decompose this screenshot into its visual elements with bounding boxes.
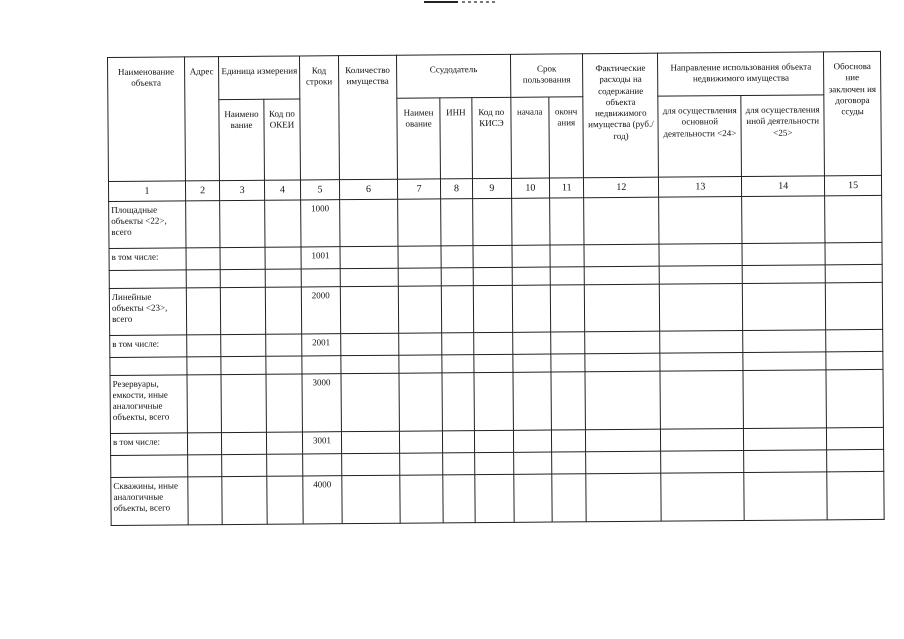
- col-num-11: 11: [549, 178, 584, 198]
- row-name: [110, 356, 187, 375]
- row-code: 1001: [301, 246, 340, 268]
- header-dir-other: для осуществления иной деятельности <25>: [741, 95, 825, 177]
- row-name: в том числе:: [109, 247, 186, 270]
- col-num-8: 8: [440, 179, 473, 199]
- col-num-13: 13: [659, 177, 742, 197]
- header-dir-main: для осуществления основной деятельности <24>: [658, 96, 742, 178]
- property-loan-table: [107, 51, 885, 526]
- col-num-7: 7: [398, 179, 441, 199]
- header-row-2: [108, 94, 882, 181]
- col-num-15: 15: [825, 175, 882, 195]
- col-num-14: 14: [742, 176, 825, 196]
- row-name: [111, 454, 188, 477]
- col-num-9: 9: [473, 178, 512, 198]
- header-lender-kise: Код по КИСЭ: [472, 97, 511, 178]
- header-quantity: Количество имущества: [338, 55, 398, 179]
- table-row: [111, 471, 884, 525]
- header-direction: Направление использования объекта недвижимого имущества: [658, 52, 824, 96]
- col-num-6: 6: [339, 179, 398, 199]
- row-code: 3001: [303, 431, 342, 453]
- col-num-1: 1: [108, 181, 185, 201]
- col-num-5: 5: [301, 180, 340, 200]
- header-row-code: Код строки: [300, 56, 339, 180]
- header-term-end: оконч ания: [549, 97, 584, 178]
- col-num-10: 10: [511, 178, 550, 198]
- col-num-12: 12: [584, 177, 659, 197]
- header-lender-name: Наимен ование: [397, 98, 440, 179]
- row-code: 2001: [302, 333, 341, 355]
- col-num-4: 4: [264, 180, 301, 200]
- header-term: Срок пользования: [510, 54, 583, 98]
- row-code: 1000: [301, 199, 340, 246]
- row-code: [303, 453, 342, 475]
- table-row: [109, 195, 882, 248]
- row-code: 3000: [302, 373, 341, 431]
- row-name: в том числе:: [110, 334, 187, 357]
- header-unit: Единица измерения: [219, 56, 300, 100]
- row-code: 2000: [301, 286, 340, 333]
- header-justification: Обоснова ние заключен ия договора ссуды: [824, 51, 882, 175]
- header-address: Адрес: [184, 57, 219, 181]
- header-row-1: [108, 51, 881, 100]
- col-num-2: 2: [185, 181, 220, 201]
- row-name: [109, 269, 186, 288]
- header-unit-okei: Код по ОКЕИ: [264, 99, 301, 180]
- col-num-3: 3: [220, 180, 265, 200]
- table-row: [109, 282, 882, 335]
- header-lender-inn: ИНН: [440, 98, 473, 179]
- top-mark-line: [424, 1, 458, 3]
- header-expenses: Фактические расходы на содержание объекта недвижимого имущества (руб./год): [583, 53, 659, 178]
- row-code: [301, 268, 340, 286]
- header-term-start: начала: [510, 97, 549, 178]
- row-name: Площадные объекты <22>, всего: [109, 200, 186, 248]
- row-name: Резервуары, емкости, иные аналогичные объекты, всего: [110, 374, 187, 433]
- header-lender: Ссудодатель: [397, 54, 511, 98]
- row-name: Скважины, иные аналогичные объекты, всего: [111, 476, 188, 525]
- row-code: 4000: [303, 475, 342, 523]
- table-row: [110, 369, 883, 433]
- form-sheet: [107, 51, 885, 526]
- row-code: [302, 355, 341, 373]
- header-object-name: Наименование объекта: [108, 57, 186, 182]
- top-page-mark: [424, 0, 498, 4]
- top-mark-dots: [462, 1, 496, 3]
- row-name: в том числе:: [110, 432, 187, 455]
- row-name: Линейные объекты <23>, всего: [109, 287, 186, 335]
- header-unit-name: Наимено вание: [219, 99, 264, 180]
